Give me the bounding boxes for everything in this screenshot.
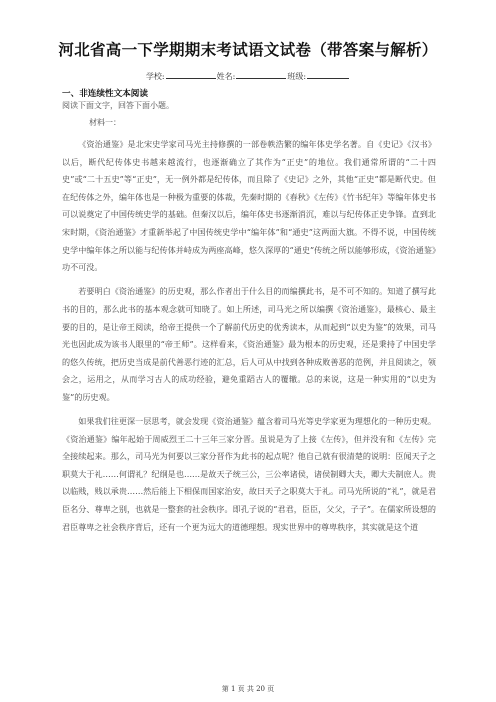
paragraph-1: 《资治通鉴》是北宋史学家司马光主持修撰的一部卷帙浩繁的编年体史学名著。自《史记》《汉书》以后，断代纪传体史书越来越流行，也逐渐确立了其作为“正史”的地位。我们通常所谓的“二十四史”或“二十五史”等“正史”，无一例外都是纪传体，而且除了《史记》之外，其他“正史”都是断代史。但在纪传体之外，编年体也是一种极为重要的体裁，先秦时期的《春秋》《左传》《竹书纪年》等编年体史书可以说奠定了中国传统史学的基础。但秦汉以后，编年体史书逐渐消沉，难以与纪传体正史争锋。直到北宋时期，《资治通鉴》才重新举起了中国传统史学中“编年体”和“通史”这两面大旗。不得不说，中国传统史学中编年体之所以能与纪传体并峙成为两座高峰，悠久深厚的“通史”传统之所以能够形成，《资治通鉴》功不可没。 (62, 139, 436, 273)
school-label: 学校: (145, 72, 165, 81)
document-title: 河北省高一下学期期末考试语文试卷（带答案与解析） (58, 40, 438, 59)
instruction-text: 阅读下面文字，回答下面小题。 (62, 101, 174, 110)
article-body (62, 136, 436, 543)
material-label: 材料一： (89, 118, 121, 127)
name-blank[interactable] (236, 71, 286, 79)
class-label: 班级: (287, 72, 307, 81)
header-info (0, 71, 496, 82)
section-heading: 一、非连续性文本阅读 (62, 89, 148, 99)
paragraph-2: 若要明白《资治通鉴》的历史观，那么作者出于什么目的而编撰此书，是不可不知的。知道了撰写此书的目的，那么此书的基本观念就可知晓了。如上所述，司马光之所以编撰《资治通鉴》，最核心、最主要的目的，是让帝王阅读，给帝王提供一个了解前代历史的优秀读本，从而起到“以史为鉴”的效果，司马光也因此成为该书人眼里的“帝王师”。这样看来，《资治通鉴》最为根本的历史观，还是秉持了中国史学的悠久传统，把历史当成是前代善恶行迹的汇总，后人可从中找到各种成败善恶的范例，并且阅读之，领会之，运用之，从而学习古人的成功经验，避免重蹈古人的覆辙。总的来说，这是一种实用的“以史为鉴”的历史观。 (62, 286, 436, 402)
name-label: 姓名: (216, 72, 236, 81)
school-blank[interactable] (166, 71, 216, 79)
page-footer: 第 1 页 共 20 页 (221, 685, 275, 693)
paragraph-3: 如果我们往更深一层思考，就会发现《资治通鉴》蕴含着司马光等史学家更为理想化的一种历史观。《资治通鉴》编年起始于周威烈王二十三年三家分晋。虽说是为了上接《左传》，但并没有和《左传》完全接续起来。那么，司马光为何要以三家分晋作为此书的起点呢？他自己就有很清楚的说明：臣闻天子之职莫大于礼……何谓礼？纪纲是也……是故天子统三公，三公率诸侯，诸侯制卿大夫，卿大夫制庶人。贵以临贱，贱以承贵……然后能上下相保而国家治安，故曰天子之职莫大于礼。司马光所说的“礼”，就是君臣名分、尊卑之别，也就是一整套的社会秩序。即孔子说的“君君，臣臣，父父，子子”。在儒家所设想的君臣尊卑之社会秩序背后，还有一个更为远大的道德理想。现实世界中的尊卑秩序，其实就是这个道 (62, 416, 436, 532)
class-blank[interactable] (307, 71, 349, 79)
